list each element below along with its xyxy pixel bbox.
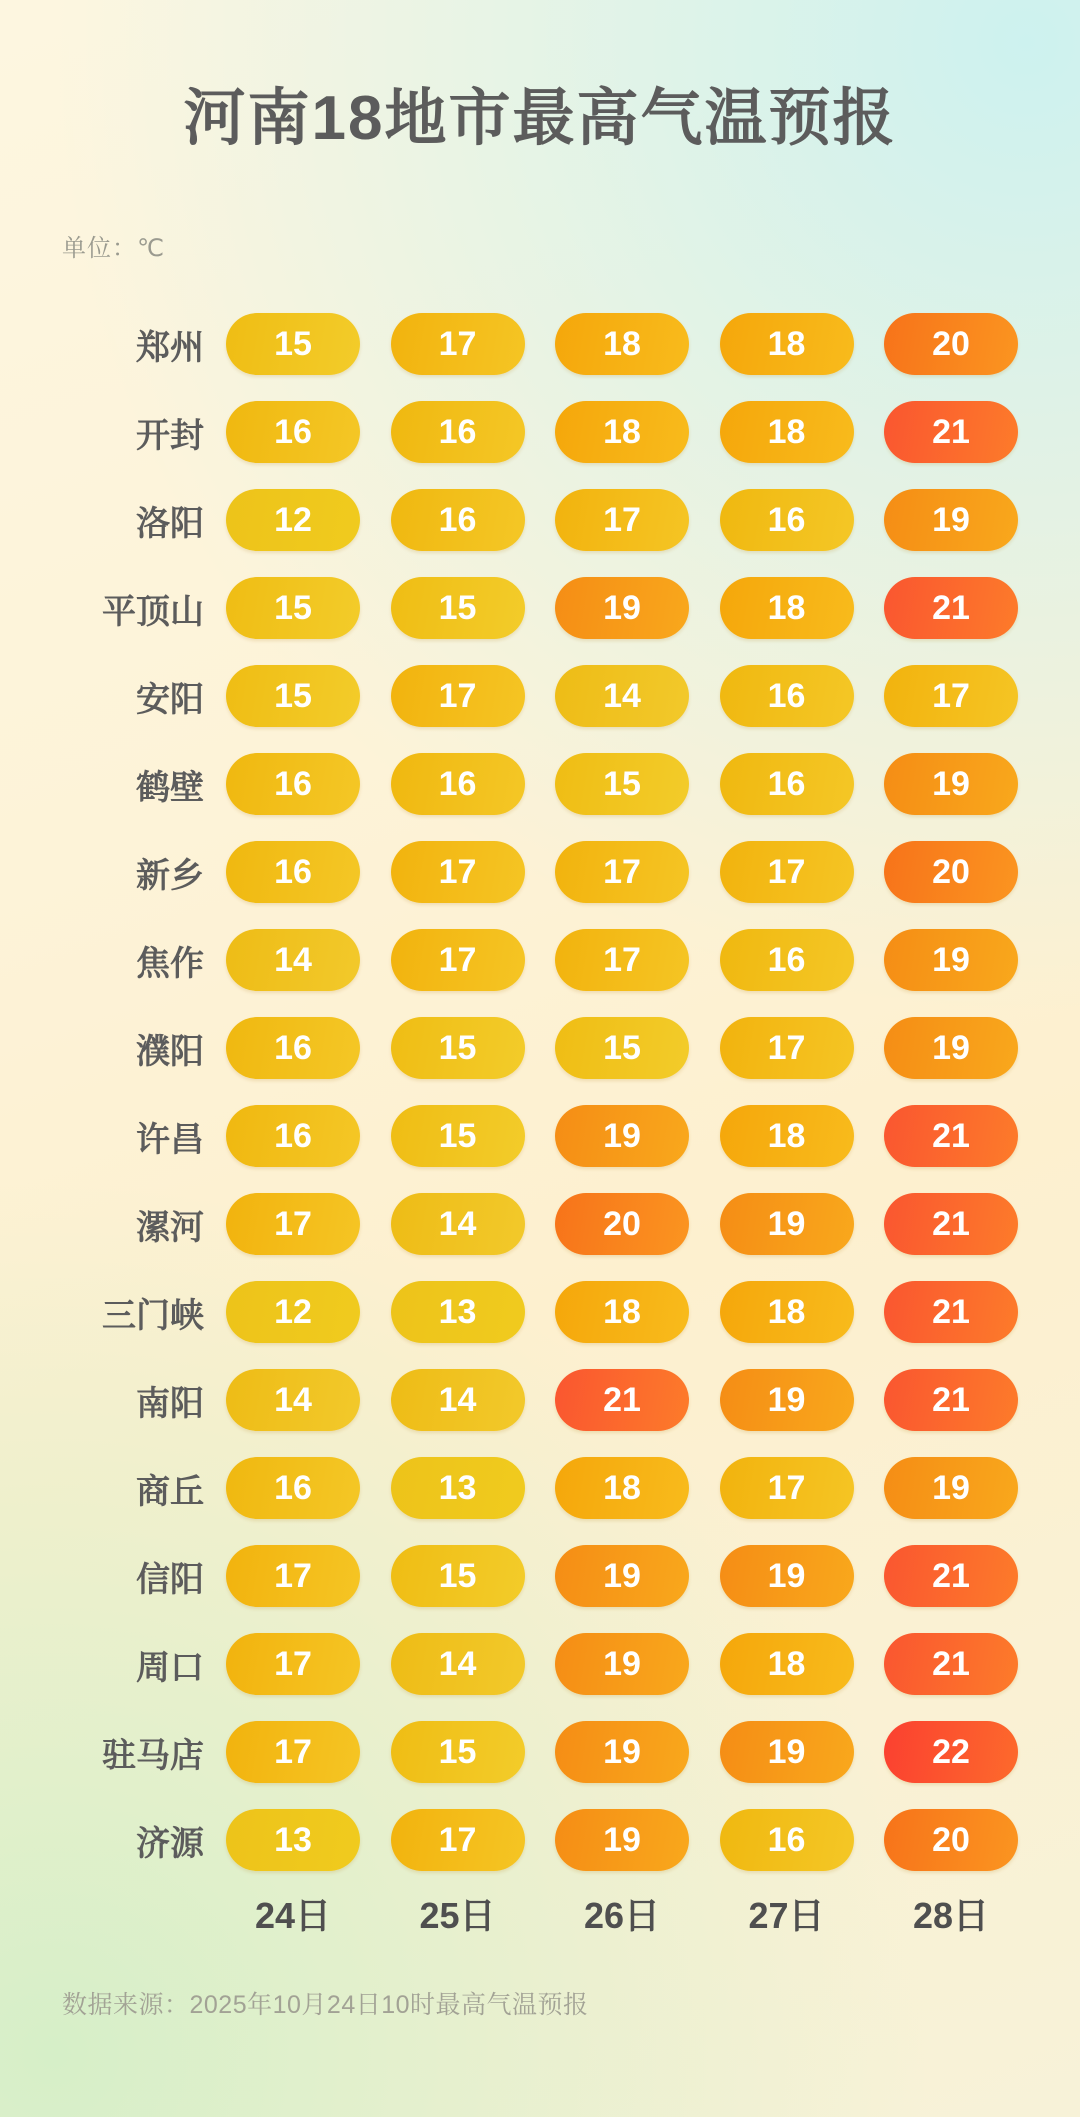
temperature-pill: 21 xyxy=(884,401,1018,463)
city-label: 平顶山 xyxy=(102,592,204,631)
table-row xyxy=(62,740,1018,828)
temperature-cells xyxy=(226,1809,1018,1871)
temperature-cells xyxy=(226,1193,1018,1255)
temperature-pill: 15 xyxy=(226,577,360,639)
temperature-pill: 20 xyxy=(555,1193,689,1255)
temperature-pill: 20 xyxy=(884,313,1018,375)
temperature-pill: 20 xyxy=(884,841,1018,903)
table-row xyxy=(62,1092,1018,1180)
temperature-pill: 19 xyxy=(555,1809,689,1871)
temperature-pill: 19 xyxy=(720,1193,854,1255)
day-label: 28日 xyxy=(912,1895,990,1936)
temperature-pill: 17 xyxy=(555,929,689,991)
temperature-pill: 18 xyxy=(555,313,689,375)
table-row xyxy=(62,1796,1018,1884)
temperature-pill: 13 xyxy=(226,1809,360,1871)
city-label: 开封 xyxy=(136,416,204,455)
temperature-pill: 13 xyxy=(391,1281,525,1343)
temperature-cells xyxy=(226,1633,1018,1695)
temperature-cells xyxy=(226,577,1018,639)
temperature-cells xyxy=(226,401,1018,463)
temperature-cells xyxy=(226,1545,1018,1607)
temperature-pill: 22 xyxy=(884,1721,1018,1783)
day-axis-labels xyxy=(226,1888,1018,1939)
temperature-pill: 16 xyxy=(391,753,525,815)
day-label: 24日 xyxy=(254,1895,332,1936)
day-label: 26日 xyxy=(583,1895,661,1936)
temperature-pill: 19 xyxy=(720,1369,854,1431)
temperature-pill: 16 xyxy=(720,1809,854,1871)
temperature-pill: 16 xyxy=(226,1457,360,1519)
day-label: 25日 xyxy=(419,1895,496,1936)
temperature-cells xyxy=(226,313,1018,375)
table-row xyxy=(62,476,1018,564)
temperature-pill: 16 xyxy=(720,929,854,991)
temperature-pill: 21 xyxy=(884,577,1018,639)
temperature-pill: 15 xyxy=(391,1545,525,1607)
temperature-pill: 14 xyxy=(226,929,360,991)
temperature-cells xyxy=(226,929,1018,991)
table-row xyxy=(62,1268,1018,1356)
city-label: 新乡 xyxy=(136,856,204,895)
temperature-pill: 19 xyxy=(884,929,1018,991)
temperature-pill: 15 xyxy=(226,665,360,727)
temperature-pill: 18 xyxy=(720,313,854,375)
day-axis-spacer xyxy=(62,1888,226,1939)
table-row xyxy=(62,388,1018,476)
temperature-pill: 15 xyxy=(391,577,525,639)
temperature-pill: 18 xyxy=(720,1105,854,1167)
city-label: 周口 xyxy=(136,1648,204,1687)
temperature-pill: 21 xyxy=(884,1545,1018,1607)
temperature-pill: 16 xyxy=(226,841,360,903)
temperature-pill: 17 xyxy=(226,1721,360,1783)
temperature-pill: 12 xyxy=(226,489,360,551)
temperature-pill: 17 xyxy=(391,313,525,375)
temperature-cells xyxy=(226,1281,1018,1343)
table-row xyxy=(62,828,1018,916)
temperature-cells xyxy=(226,841,1018,903)
temperature-pill: 17 xyxy=(226,1193,360,1255)
city-label: 漯河 xyxy=(136,1208,204,1247)
city-label: 商丘 xyxy=(136,1472,204,1511)
temperature-pill: 17 xyxy=(720,1017,854,1079)
temperature-pill: 16 xyxy=(226,1017,360,1079)
temperature-pill: 16 xyxy=(226,753,360,815)
temperature-pill: 18 xyxy=(555,1281,689,1343)
temperature-pill: 16 xyxy=(720,665,854,727)
table-row xyxy=(62,1004,1018,1092)
temperature-pill: 14 xyxy=(391,1633,525,1695)
temperature-cells xyxy=(226,753,1018,815)
temperature-pill: 21 xyxy=(884,1633,1018,1695)
temperature-pill: 19 xyxy=(884,753,1018,815)
page-title: 河南18地市最高气温预报 xyxy=(183,84,897,153)
temperature-pill: 15 xyxy=(391,1721,525,1783)
temperature-pill: 16 xyxy=(720,753,854,815)
temperature-pill: 19 xyxy=(555,1105,689,1167)
temperature-pill: 21 xyxy=(884,1369,1018,1431)
city-label: 焦作 xyxy=(136,944,204,983)
temperature-pill: 20 xyxy=(884,1809,1018,1871)
temperature-pill: 19 xyxy=(720,1545,854,1607)
temperature-pill: 14 xyxy=(391,1193,525,1255)
temperature-pill: 17 xyxy=(226,1545,360,1607)
table-row xyxy=(62,300,1018,388)
city-label: 济源 xyxy=(136,1824,204,1863)
temperature-pill: 18 xyxy=(555,401,689,463)
temperature-cells xyxy=(226,1017,1018,1079)
temperature-cells xyxy=(226,665,1018,727)
temperature-pill: 18 xyxy=(720,1281,854,1343)
temperature-pill: 21 xyxy=(884,1193,1018,1255)
temperature-pill: 17 xyxy=(391,665,525,727)
temperature-pill: 14 xyxy=(555,665,689,727)
temperature-pill: 15 xyxy=(226,313,360,375)
temperature-pill: 15 xyxy=(555,1017,689,1079)
temperature-pill: 19 xyxy=(555,1545,689,1607)
temperature-pill: 18 xyxy=(720,401,854,463)
temperature-pill: 19 xyxy=(555,1633,689,1695)
table-row xyxy=(62,1532,1018,1620)
day-axis xyxy=(62,1888,1018,1939)
temperature-pill: 17 xyxy=(555,841,689,903)
temperature-pill: 19 xyxy=(555,1721,689,1783)
table-row xyxy=(62,1180,1018,1268)
temperature-pill: 19 xyxy=(884,489,1018,551)
temperature-pill: 14 xyxy=(226,1369,360,1431)
city-label: 信阳 xyxy=(136,1560,204,1599)
temperature-pill: 21 xyxy=(555,1369,689,1431)
temperature-pill: 16 xyxy=(226,1105,360,1167)
temperature-pill: 16 xyxy=(226,401,360,463)
temperature-pill: 17 xyxy=(720,841,854,903)
data-source-note: 数据来源：2025年10月24日10时最高气温预报 xyxy=(62,1991,589,2019)
city-label: 安阳 xyxy=(136,680,204,719)
temperature-pill: 19 xyxy=(884,1457,1018,1519)
table-row xyxy=(62,1356,1018,1444)
city-label: 三门峡 xyxy=(102,1296,204,1335)
temperature-pill: 21 xyxy=(884,1281,1018,1343)
temperature-pill: 15 xyxy=(391,1105,525,1167)
table-row xyxy=(62,564,1018,652)
temperature-grid xyxy=(62,300,1018,1884)
day-label: 27日 xyxy=(748,1895,825,1936)
temperature-pill: 17 xyxy=(884,665,1018,727)
temperature-pill: 16 xyxy=(720,489,854,551)
temperature-cells xyxy=(226,1369,1018,1431)
temperature-pill: 12 xyxy=(226,1281,360,1343)
table-row xyxy=(62,1708,1018,1796)
city-label: 南阳 xyxy=(136,1384,204,1423)
temperature-pill: 17 xyxy=(226,1633,360,1695)
temperature-pill: 21 xyxy=(884,1105,1018,1167)
temperature-pill: 17 xyxy=(555,489,689,551)
table-row xyxy=(62,652,1018,740)
temperature-pill: 17 xyxy=(391,1809,525,1871)
city-label: 濮阳 xyxy=(136,1032,204,1071)
temperature-cells xyxy=(226,489,1018,551)
unit-label: 单位：℃ xyxy=(62,235,165,262)
temperature-pill: 17 xyxy=(720,1457,854,1519)
temperature-cells xyxy=(226,1721,1018,1783)
city-label: 郑州 xyxy=(136,328,204,367)
city-label: 鹤壁 xyxy=(136,768,204,807)
temperature-pill: 14 xyxy=(391,1369,525,1431)
temperature-cells xyxy=(226,1105,1018,1167)
city-label: 洛阳 xyxy=(136,504,204,543)
city-label: 驻马店 xyxy=(102,1736,204,1775)
city-label: 许昌 xyxy=(136,1120,204,1159)
temperature-cells xyxy=(226,1457,1018,1519)
temperature-pill: 13 xyxy=(391,1457,525,1519)
temperature-pill: 15 xyxy=(555,753,689,815)
table-row xyxy=(62,1444,1018,1532)
temperature-pill: 18 xyxy=(555,1457,689,1519)
temperature-pill: 17 xyxy=(391,929,525,991)
temperature-pill: 15 xyxy=(391,1017,525,1079)
temperature-pill: 18 xyxy=(720,577,854,639)
temperature-pill: 16 xyxy=(391,489,525,551)
table-row xyxy=(62,916,1018,1004)
temperature-pill: 17 xyxy=(391,841,525,903)
temperature-pill: 19 xyxy=(555,577,689,639)
temperature-pill: 18 xyxy=(720,1633,854,1695)
temperature-pill: 19 xyxy=(720,1721,854,1783)
table-row xyxy=(62,1620,1018,1708)
temperature-pill: 19 xyxy=(884,1017,1018,1079)
temperature-pill: 16 xyxy=(391,401,525,463)
